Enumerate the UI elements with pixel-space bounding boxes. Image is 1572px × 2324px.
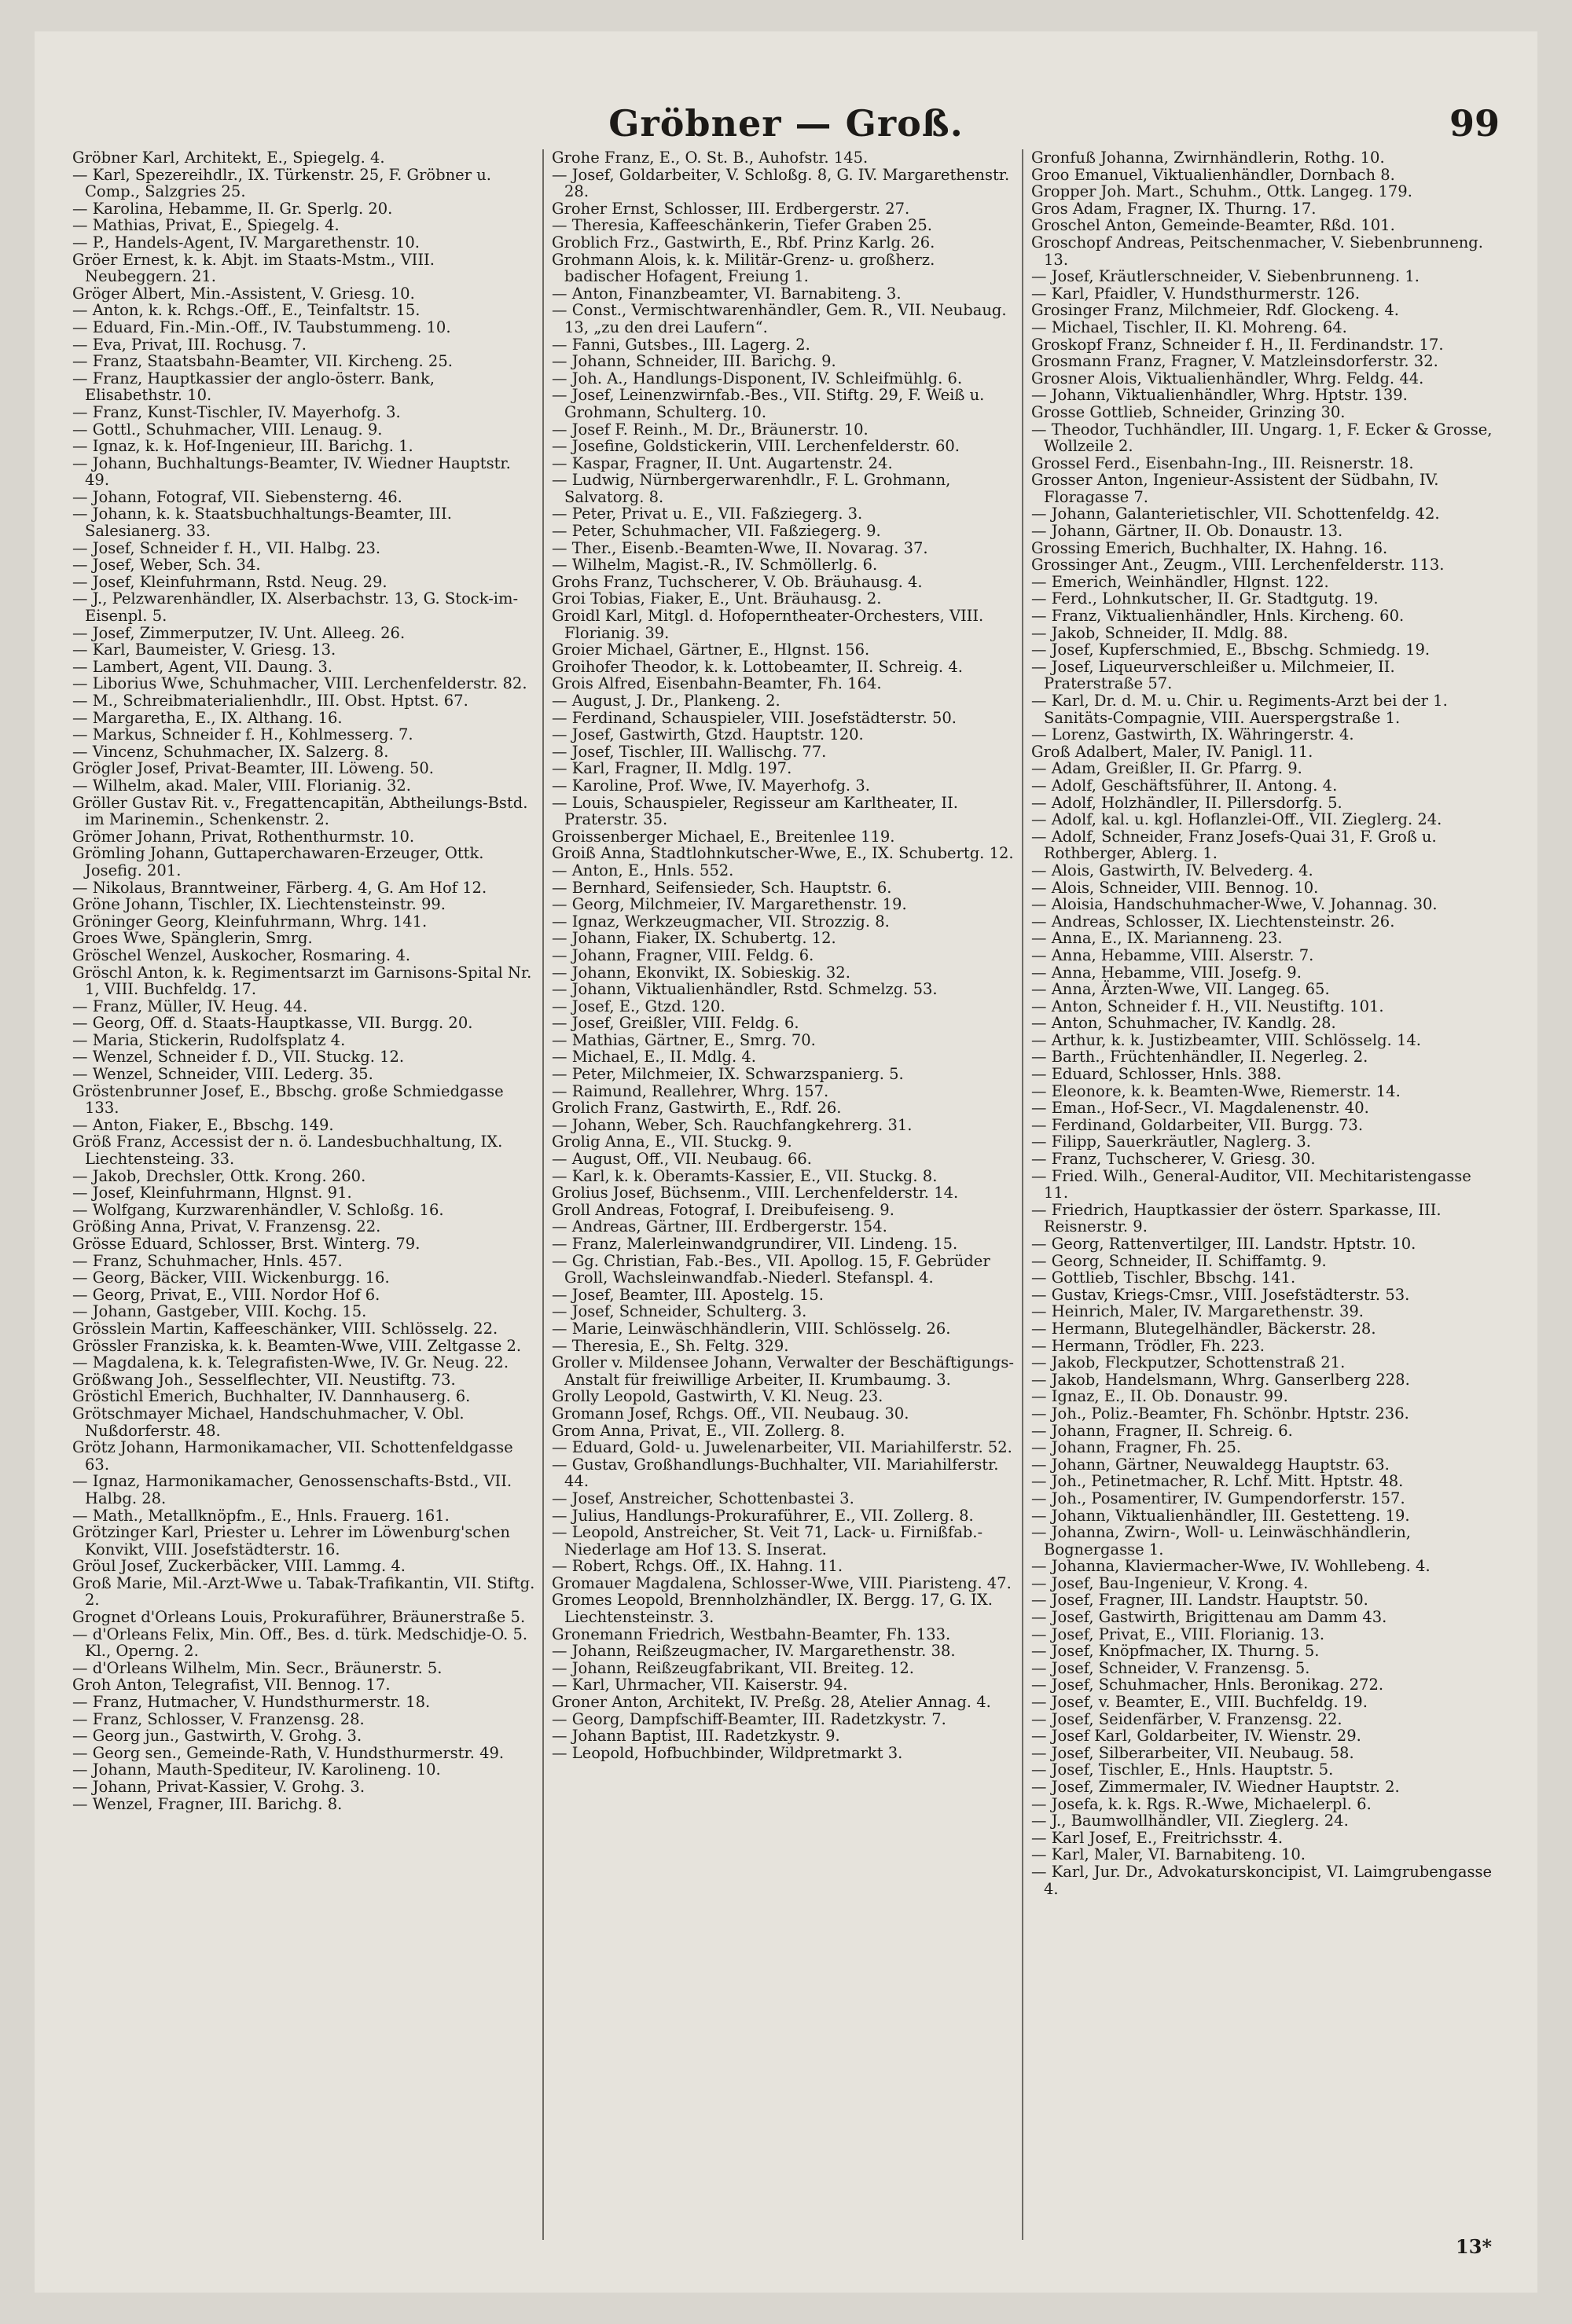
directory-entry: — Robert, Rchgs. Off., IX. Hahng. 11.: [552, 1557, 843, 1576]
directory-entry: Groller v. Mildensee Johann, Verwalter der Beschäftigungs-Anstalt für freiwillige Arbeiter, II. Krumbaumg. 3.: [552, 1353, 1014, 1389]
directory-entry: — Arthur, k. k. Justizbeamter, VIII. Schlösselg. 14.: [1031, 1030, 1421, 1049]
directory-entry: — Josef, Schneider, V. Franzensg. 5.: [1031, 1658, 1310, 1677]
directory-entry: Gröstichl Emerich, Buchhalter, IV. Dannhauserg. 6.: [72, 1387, 471, 1406]
directory-entry: Groschel Anton, Gemeinde-Beamter, Rßd. 101.: [1031, 216, 1395, 235]
directory-entry: — Adolf, kal. u. kgl. Hoflanzlei-Off., VII. Zieglerg. 24.: [1031, 810, 1442, 829]
directory-entry: Grosner Alois, Viktualienhändler, Whrg. Feldg. 44.: [1031, 369, 1424, 387]
directory-entry: — Raimund, Reallehrer, Whrg. 157.: [552, 1081, 829, 1100]
directory-entry: — Josef, Zimmermaler, IV. Wiedner Hauptstr. 2.: [1031, 1778, 1400, 1796]
directory-entry: Grolich Franz, Gastwirth, E., Rdf. 26.: [552, 1099, 842, 1118]
directory-entry: — Liborius Wwe, Schuhmacher, VIII. Lerchenfelderstr. 82.: [72, 674, 527, 693]
directory-entry: — Josef, Privat, E., VIII. Florianig. 13.: [1031, 1625, 1325, 1643]
directory-entry: — Georg, Schneider, II. Schiffamtg. 9.: [1031, 1251, 1327, 1270]
directory-entry: Grössler Franziska, k. k. Beamten-Wwe, VIII. Zeltgasse 2.: [72, 1336, 522, 1355]
directory-entry: Grossinger Ant., Zeugm., VIII. Lerchenfelderstr. 113.: [1031, 556, 1445, 575]
directory-entry: — Johann, Viktualienhändler, Whrg. Hptstr. 139.: [1031, 386, 1408, 405]
directory-entry: — Anna, Ärzten-Wwe, VII. Langeg. 65.: [1031, 980, 1330, 999]
directory-entry: — Joh., Poliz.-Beamter, Fh. Schönbr. Hptstr. 236.: [1031, 1404, 1409, 1423]
directory-entry: — Josef, Silberarbeiter, VII. Neubaug. 58.: [1031, 1743, 1354, 1762]
directory-entry: — Josefine, Goldstickerin, VIII. Lerchenfelderstr. 60.: [552, 437, 960, 456]
directory-entry: Groh Anton, Telegrafist, VII. Bennog. 17.: [72, 1676, 391, 1694]
directory-entry: — Karl, k. k. Oberamts-Kassier, E., VII. Stuckg. 8.: [552, 1166, 938, 1185]
directory-entry: — Karl, Fragner, II. Mdlg. 197.: [552, 759, 792, 778]
directory-entry: Gronfuß Johanna, Zwirnhändlerin, Rothg. 10.: [1031, 149, 1385, 167]
directory-entry: Gröschl Anton, k. k. Regimentsarzt im Garnisons-Spital Nr. 1, VIII. Buchfeldg. 17.: [72, 963, 532, 999]
directory-entry: — Joh., Petinetmacher, R. Lchf. Mitt. Hptstr. 48.: [1031, 1472, 1404, 1491]
directory-entry: — Gg. Christian, Fab.-Bes., VII. Apollog. 15, F. Gebrüder Groll, Wachsleinwandfab.-Niederl. Stefanspl. 4.: [552, 1251, 990, 1287]
directory-entry: — Georg jun., Gastwirth, V. Grohg. 3.: [72, 1727, 362, 1746]
directory-entry: Grötz Johann, Harmonikamacher, VII. Schottenfeldgasse 63.: [72, 1438, 513, 1474]
directory-entry: Groihofer Theodor, k. k. Lottobeamter, II. Schreig. 4.: [552, 657, 963, 676]
directory-entry: — J., Pelzwarenhändler, IX. Alserbachstr. 13, G. Stock-im-Eisenpl. 5.: [72, 589, 519, 626]
directory-entry: — Maria, Stickerin, Rudolfsplatz 4.: [72, 1030, 346, 1049]
directory-entry: — Franz, Schuhmacher, Hnls. 457.: [72, 1251, 343, 1270]
directory-entry: Groblich Frz., Gastwirth, E., Rbf. Prinz Karlg. 26.: [552, 233, 935, 251]
directory-entry: — Adolf, Schneider, Franz Josefs-Quai 31, F. Groß u. Rothberger, Ablerg. 1.: [1031, 827, 1437, 863]
directory-entry: — Johanna, Zwirn-, Woll- u. Leinwäschhändlerin, Bognergasse 1.: [1031, 1523, 1412, 1559]
directory-entry: — Joh. A., Handlungs-Disponent, IV. Schleifmühlg. 6.: [552, 369, 963, 387]
directory-entry: — Josef Karl, Goldarbeiter, IV. Wienstr. 29.: [1031, 1727, 1361, 1746]
directory-entry: — Markus, Schneider f. H., Kohlmesserg. 7.: [72, 725, 413, 744]
directory-entry: — Karl, Jur. Dr., Advokaturskoncipist, VI. Laimgrubengasse 4.: [1031, 1862, 1493, 1898]
directory-entry: — Johann, Gärtner, Neuwaldegg Hauptstr. 63.: [1031, 1455, 1390, 1474]
directory-entry: — Louis, Schauspieler, Regisseur am Karltheater, II. Praterstr. 35.: [552, 793, 958, 829]
directory-entry: — Franz, Staatsbahn-Beamter, VII. Kircheng. 25.: [72, 352, 453, 371]
directory-entry: — Eva, Privat, III. Rochusg. 7.: [72, 335, 307, 354]
directory-entry: — Gottlieb, Tischler, Bbschg. 141.: [1031, 1268, 1296, 1287]
directory-entry: — Josef, Weber, Sch. 34.: [72, 556, 261, 575]
directory-entry: — M., Schreibmaterialienhdlr., III. Obst. Hptst. 67.: [72, 692, 468, 710]
directory-entry: — Ignaz, Werkzeugmacher, VII. Strozzig. 8.: [552, 912, 890, 931]
directory-entry: — Jakob, Fleckputzer, Schottenstraß 21.: [1031, 1353, 1346, 1372]
directory-entry: Grossel Ferd., Eisenbahn-Ing., III. Reisnerstr. 18.: [1031, 453, 1414, 472]
directory-entry: — J., Baumwollhändler, VII. Zieglerg. 24.: [1031, 1812, 1349, 1830]
directory-entry: — Josef, Bau-Ingenieur, V. Krong. 4.: [1031, 1573, 1309, 1592]
directory-entry: Grohs Franz, Tuchscherer, V. Ob. Bräuhausg. 4.: [552, 572, 923, 591]
directory-entry: — Const., Vermischtwarenhändler, Gem. R., VII. Neubaug. 13, „zu den drei Laufern“.: [552, 301, 1007, 336]
directory-entry: — Barth., Früchtenhändler, II. Negerleg. 2.: [1031, 1048, 1368, 1067]
directory-entry: — Michael, Tischler, II. Kl. Mohreng. 64.: [1031, 318, 1347, 336]
directory-entry: — Franz, Hauptkassier der anglo-österr. Bank, Elisabethstr. 10.: [72, 369, 435, 405]
directory-entry: Gromann Josef, Rchgs. Off., VII. Neubaug. 30.: [552, 1404, 909, 1423]
directory-entry: — Josef, Seidenfärber, V. Franzensg. 22.: [1031, 1709, 1342, 1728]
directory-entry: — August, Off., VII. Neubaug. 66.: [552, 1150, 812, 1169]
directory-entry: — Karl, Uhrmacher, VII. Kaiserstr. 94.: [552, 1676, 848, 1694]
directory-entry: Groher Ernst, Schlosser, III. Erdbergerstr. 27.: [552, 199, 910, 218]
directory-entry: — Josef, Kleinfuhrmann, Hlgnst. 91.: [72, 1184, 352, 1202]
running-title: Gröbner — Groß.: [608, 102, 964, 145]
directory-entry: — Andreas, Gärtner, III. Erdbergerstr. 154.: [552, 1217, 887, 1236]
directory-entry: Grognet d'Orleans Louis, Prokuraführer, Bräunerstraße 5.: [72, 1608, 526, 1627]
directory-entry: — Anton, E., Hnls. 552.: [552, 861, 734, 879]
directory-entry: — Lambert, Agent, VII. Daung. 3.: [72, 657, 332, 676]
directory-entry: Groes Wwe, Spänglerin, Smrg.: [72, 929, 313, 948]
directory-entry: Gromauer Magdalena, Schlosser-Wwe, VIII. Piaristeng. 47.: [552, 1573, 1012, 1592]
directory-entry: — Josef, Greißler, VIII. Feldg. 6.: [552, 1014, 799, 1033]
directory-entry: Größing Anna, Privat, V. Franzensg. 22.: [72, 1217, 381, 1236]
directory-entry: — Josef, Kräutlerschneider, V. Siebenbrunneng. 1.: [1031, 267, 1420, 286]
directory-entry: — Heinrich, Maler, IV. Margarethenstr. 39.: [1031, 1302, 1364, 1321]
directory-entry: — Leopold, Hofbuchbinder, Wildpretmarkt 3.: [552, 1743, 903, 1762]
directory-entry: — Magdalena, k. k. Telegrafisten-Wwe, IV. Gr. Neug. 22.: [72, 1353, 509, 1372]
directory-entry: — Franz, Kunst-Tischler, IV. Mayerhofg. 3.: [72, 402, 401, 421]
directory-entry: — Karoline, Prof. Wwe, IV. Mayerhofg. 3.: [552, 776, 870, 795]
directory-entry: Grötschmayer Michael, Handschuhmacher, V. Obl. Nußdorferstr. 48.: [72, 1404, 465, 1440]
directory-entry: — Josef, Leinenzwirnfab.-Bes., VII. Stiftg. 29, F. Weiß u. Grohmann, Schulterg. 10.: [552, 386, 985, 421]
directory-entry: — Bernhard, Seifensieder, Sch. Hauptstr. 6.: [552, 878, 892, 897]
directory-entry: — Johann, Fragner, II. Schreig. 6.: [1031, 1421, 1293, 1440]
directory-entry: — Ignaz, Harmonikamacher, Genossenschafts-Bstd., VII. Halbg. 28.: [72, 1472, 512, 1507]
directory-entry: — Julius, Handlungs-Prokuraführer, E., VII. Zollerg. 8.: [552, 1506, 974, 1525]
directory-entry: Groissenberger Michael, E., Breitenlee 119.: [552, 827, 895, 846]
directory-entry: — Josef, Fragner, III. Landstr. Hauptstr. 50.: [1031, 1591, 1368, 1610]
column-3: [1031, 149, 1495, 2240]
directory-entry: — Johann, Buchhaltungs-Beamter, IV. Wiedner Hauptstr. 49.: [72, 453, 511, 490]
directory-entry: Grömer Johann, Privat, Rothenthurmstr. 10.: [72, 827, 415, 846]
directory-entry: Groier Michael, Gärtner, E., Hlgnst. 156.: [552, 641, 870, 659]
directory-entry: — Fanni, Gutsbes., III. Lagerg. 2.: [552, 335, 810, 354]
directory-entry: Grois Alfred, Eisenbahn-Beamter, Fh. 164.: [552, 674, 882, 693]
directory-entry: — Eduard, Gold- u. Juwelenarbeiter, VII. Mariahilferstr. 52.: [552, 1438, 1012, 1457]
directory-entry: — Georg sen., Gemeinde-Rath, V. Hundsthurmerstr. 49.: [72, 1743, 505, 1762]
directory-entry: — Lorenz, Gastwirth, IX. Währingerstr. 4.: [1031, 725, 1354, 744]
directory-entry: — Franz, Hutmacher, V. Hundsthurmerstr. 18.: [72, 1693, 431, 1712]
directory-entry: — Kaspar, Fragner, II. Unt. Augartenstr. 24.: [552, 453, 893, 472]
directory-entry: — Josef, Tischler, E., Hnls. Hauptstr. 5.: [1031, 1760, 1334, 1779]
directory-entry: Gronemann Friedrich, Westbahn-Beamter, Fh. 133.: [552, 1625, 951, 1643]
directory-entry: Gröer Ernest, k. k. Abjt. im Staats-Mstm., VIII. Neubeggern. 21.: [72, 250, 435, 286]
directory-entry: Groiß Anna, Stadtlohnkutscher-Wwe, E., IX. Schubertg. 12.: [552, 844, 1014, 863]
directory-entry: — Karl, Dr. d. M. u. Chir. u. Regiments-Arzt bei der 1. Sanitäts-Compagnie, VIII. Auerspergstraße 1.: [1031, 692, 1448, 727]
directory-entry: — August, J. Dr., Plankeng. 2.: [552, 692, 780, 710]
directory-entry: Gröne Johann, Tischler, IX. Liechtensteinstr. 99.: [72, 895, 446, 914]
directory-entry: Größwang Joh., Sesselflechter, VII. Neustiftg. 73.: [72, 1370, 456, 1389]
directory-entry: — Josef, Beamter, III. Apostelg. 15.: [552, 1285, 824, 1304]
directory-entry: Grolig Anna, E., VII. Stuckg. 9.: [552, 1133, 792, 1151]
directory-entry: — Ignaz, k. k. Hof-Ingenieur, III. Barichg. 1.: [72, 437, 413, 456]
directory-entry: Gröstenbrunner Josef, E., Bbschg. große Schmiedgasse 133.: [72, 1081, 504, 1118]
directory-entry: — Karl, Spezereihdlr., IX. Türkenstr. 25, F. Gröbner u. Comp., Salzgries 25.: [72, 165, 491, 201]
directory-entry: Grohmann Alois, k. k. Militär-Grenz- u. großherz. badischer Hofagent, Freiung 1.: [552, 250, 935, 286]
directory-entry: — Josef, Schuhmacher, Hnls. Beronikag. 272.: [1031, 1676, 1384, 1694]
directory-entry: — Emerich, Weinhändler, Hlgnst. 122.: [1031, 572, 1329, 591]
directory-entry: Gröller Gustav Rit. v., Fregattencapitän, Abtheilungs-Bstd. im Marinemin., Schenkenstr. 2.: [72, 793, 528, 829]
column-2: [552, 149, 1016, 2240]
directory-entry: — Johann, Ekonvikt, IX. Sobieskig. 32.: [552, 963, 850, 982]
directory-entry: — Filipp, Sauerkräutler, Naglerg. 3.: [1031, 1133, 1311, 1151]
directory-entry: — Wolfgang, Kurzwarenhändler, V. Schloßg. 16.: [72, 1200, 444, 1219]
directory-entry: — Johann, Privat-Kassier, V. Grohg. 3.: [72, 1778, 365, 1796]
directory-entry: — Georg, Milchmeier, IV. Margarethenstr. 19.: [552, 895, 907, 914]
directory-entry: — Josef, Schneider f. H., VII. Halbg. 23.: [72, 538, 381, 557]
directory-entry: — Anton, Fiaker, E., Bbschg. 149.: [72, 1115, 334, 1134]
directory-entry: — Johann, Schneider, III. Barichg. 9.: [552, 352, 836, 371]
directory-entry: — Ferdinand, Goldarbeiter, VII. Burgg. 73.: [1031, 1115, 1364, 1134]
directory-entry: — Johann, Fragner, VIII. Feldg. 6.: [552, 945, 814, 964]
directory-entry: — Johann, Reißzeugfabrikant, VII. Breiteg. 12.: [552, 1658, 914, 1677]
page-number: 99: [1449, 102, 1500, 145]
directory-entry: Gröschel Wenzel, Auskocher, Rosmaring. 4.: [72, 945, 411, 964]
directory-entry: — Ludwig, Nürnbergerwarenhdlr., F. L. Grohmann, Salvatorg. 8.: [552, 471, 951, 506]
directory-entry: — Adam, Greißler, II. Gr. Pfarrg. 9.: [1031, 759, 1302, 778]
directory-entry: — Johann, Weber, Sch. Rauchfangkehrerg. 31.: [552, 1115, 913, 1134]
directory-entry: Grosinger Franz, Milchmeier, Rdf. Glockeng. 4.: [1031, 301, 1399, 320]
directory-entry: — Karolina, Hebamme, II. Gr. Sperlg. 20.: [72, 199, 393, 218]
directory-entry: Groner Anton, Architekt, IV. Preßg. 28, Atelier Annag. 4.: [552, 1693, 991, 1712]
directory-entry: — Johann, Galanterietischler, VII. Schottenfeldg. 42.: [1031, 505, 1440, 523]
directory-entry: — Josef, Zimmerputzer, IV. Unt. Alleeg. 26.: [72, 623, 406, 642]
directory-entry: — Wenzel, Schneider f. D., VII. Stuckg. 12.: [72, 1048, 405, 1067]
directory-entry: — Franz, Tuchscherer, V. Griesg. 30.: [1031, 1150, 1316, 1169]
directory-entry: — Johann Baptist, III. Radetzkystr. 9.: [552, 1727, 840, 1746]
directory-entry: Grömling Johann, Guttaperchawaren-Erzeuger, Ottk. Josefig. 201.: [72, 844, 484, 879]
directory-entry: — Peter, Milchmeier, IX. Schwarzspanierg. 5.: [552, 1065, 904, 1084]
directory-entry: — Franz, Müller, IV. Heug. 44.: [72, 997, 308, 1015]
directory-entry: Groidl Karl, Mitgl. d. Hofoperntheater-Orchesters, VIII. Florianig. 39.: [552, 607, 984, 642]
directory-entry: Gröger Albert, Min.-Assistent, V. Griesg. 10.: [72, 284, 415, 303]
directory-entry: — Karl, Baumeister, V. Griesg. 13.: [72, 641, 336, 659]
directory-page: [35, 31, 1537, 2293]
directory-entry: — Hermann, Blutegelhändler, Bäckerstr. 28.: [1031, 1319, 1376, 1338]
directory-entry: — Karl Josef, E., Freitrichsstr. 4.: [1031, 1828, 1284, 1847]
directory-entry: — Anna, Hebamme, VIII. Alserstr. 7.: [1031, 945, 1314, 964]
directory-entry: — Eleonore, k. k. Beamten-Wwe, Riemerstr. 14.: [1031, 1081, 1401, 1100]
directory-entry: — Anna, E., IX. Marianneng. 23.: [1031, 929, 1283, 948]
directory-entry: — Anton, k. k. Rchgs.-Off., E., Teinfaltstr. 15.: [72, 301, 421, 320]
directory-entry: — Franz, Viktualienhändler, Hnls. Kircheng. 60.: [1031, 607, 1405, 626]
directory-entry: — Johann, Viktualienhändler, III. Gestetteng. 19.: [1031, 1506, 1410, 1525]
directory-entry: — Mathias, Privat, E., Spiegelg. 4.: [72, 216, 340, 235]
directory-entry: — Mathias, Gärtner, E., Smrg. 70.: [552, 1030, 816, 1049]
directory-entry: — Josefa, k. k. Rgs. R.-Wwe, Michaelerpl. 6.: [1031, 1794, 1372, 1813]
column-1: [72, 149, 536, 2240]
directory-entry: — Johanna, Klaviermacher-Wwe, IV. Wohllebeng. 4.: [1031, 1557, 1431, 1576]
directory-entry: Grögler Josef, Privat-Beamter, III. Löweng. 50.: [72, 759, 435, 778]
directory-entry: — Eduard, Fin.-Min.-Off., IV. Taubstummeng. 10.: [72, 318, 451, 336]
directory-entry: — Josef, Tischler, III. Wallischg. 77.: [552, 742, 827, 761]
directory-entry: Grosser Anton, Ingenieur-Assistent der Südbahn, IV. Floragasse 7.: [1031, 471, 1439, 506]
directory-entry: Grolly Leopold, Gastwirth, V. Kl. Neug. 23.: [552, 1387, 883, 1406]
directory-entry: — Josef, Liqueurverschleißer u. Milchmeier, II. Praterstraße 57.: [1031, 657, 1395, 693]
directory-entry: — Johann, Mauth-Spediteur, IV. Karolineng. 10.: [72, 1760, 441, 1779]
directory-entry: Grosmann Franz, Fragner, V. Matzleinsdorferstr. 32.: [1031, 352, 1438, 371]
directory-entry: Groß Adalbert, Maler, IV. Panigl. 11.: [1031, 742, 1313, 761]
directory-entry: — Johann, k. k. Staatsbuchhaltungs-Beamter, III. Salesianerg. 33.: [72, 505, 452, 541]
directory-entry: — Hermann, Trödler, Fh. 223.: [1031, 1336, 1265, 1355]
column-divider: [542, 149, 544, 2240]
directory-entry: Grohe Franz, E., O. St. B., Auhofstr. 145.: [552, 149, 869, 167]
directory-entry: — Josef, Gastwirth, Brigittenau am Damm 43.: [1031, 1608, 1387, 1627]
directory-entry: — Anna, Hebamme, VIII. Josefg. 9.: [1031, 963, 1302, 982]
directory-entry: — Joh., Posamentirer, IV. Gumpendorferstr. 157.: [1031, 1489, 1405, 1507]
directory-entry: — Leopold, Anstreicher, St. Veit 71, Lack- u. Firnißfab.-Niederlage am Hof 13. S. Inserat.: [552, 1523, 983, 1559]
directory-entry: — Marie, Leinwäschhändlerin, VIII. Schlösselg. 26.: [552, 1319, 951, 1338]
directory-entry: — Aloisia, Handschuhmacher-Wwe, V. Johannag. 30.: [1031, 895, 1438, 914]
directory-entry: — Theresia, E., Sh. Feltg. 329.: [552, 1336, 789, 1355]
directory-entry: Grötzinger Karl, Priester u. Lehrer im Löwenburg'schen Konvikt, VIII. Josefstädterstr. 16.: [72, 1523, 510, 1559]
directory-entry: — Margaretha, E., IX. Althang. 16.: [72, 708, 343, 727]
directory-entry: — Vincenz, Schuhmacher, IX. Salzerg. 8.: [72, 742, 389, 761]
directory-entry: — Eduard, Schlosser, Hnls. 388.: [1031, 1065, 1282, 1084]
directory-entry: — Eman., Hof-Secr., VI. Magdalenenstr. 40.: [1031, 1099, 1369, 1118]
directory-entry: — Josef F. Reinh., M. Dr., Bräunerstr. 10.: [552, 420, 869, 439]
directory-entry: — Wenzel, Fragner, III. Barichg. 8.: [72, 1794, 343, 1813]
directory-entry: Gropper Joh. Mart., Schuhm., Ottk. Langeg. 179.: [1031, 182, 1412, 201]
directory-entry: — Johann, Fotograf, VII. Siebensterng. 46.: [72, 487, 402, 506]
directory-entry: — Ferd., Lohnkutscher, II. Gr. Stadtgutg. 19.: [1031, 589, 1379, 608]
directory-entry: Gromes Leopold, Brennholzhändler, IX. Bergg. 17, G. IX. Liechtensteinstr. 3.: [552, 1591, 993, 1627]
directory-entry: Grossing Emerich, Buchhalter, IX. Hahng. 16.: [1031, 538, 1388, 557]
directory-entry: — Karl, Pfaidler, V. Hundsthurmerstr. 126.: [1031, 284, 1361, 303]
directory-entry: — Wenzel, Schneider, VIII. Lederg. 35.: [72, 1065, 373, 1084]
directory-entry: — Josef, Anstreicher, Schottenbastei 3.: [552, 1489, 854, 1507]
directory-entry: — Josef, Schneider, Schulterg. 3.: [552, 1302, 807, 1321]
directory-entry: — Gottl., Schuhmacher, VIII. Lenaug. 9.: [72, 420, 383, 439]
directory-entry: — Johann, Fiaker, IX. Schubertg. 12.: [552, 929, 836, 948]
footer-signature: 13*: [1456, 2235, 1492, 2258]
directory-entry: — Johann, Reißzeugmacher, IV. Margarethenstr. 38.: [552, 1642, 956, 1661]
directory-entry: Groo Emanuel, Viktualienhändler, Dornbach 8.: [1031, 165, 1395, 184]
directory-entry: — Josef, Gastwirth, Gtzd. Hauptstr. 120.: [552, 725, 864, 744]
directory-entry: — Johann, Gastgeber, VIII. Kochg. 15.: [72, 1302, 367, 1321]
directory-entry: — Adolf, Holzhändler, II. Pillersdorfg. 5.: [1031, 793, 1342, 812]
directory-entry: — Theresia, Kaffeeschänkerin, Tiefer Graben 25.: [552, 216, 932, 235]
page-header: [35, 63, 1537, 145]
directory-entry: — Josef, Goldarbeiter, V. Schloßg. 8, G. IV. Margarethenstr. 28.: [552, 165, 1010, 201]
directory-entry: — Georg, Rattenvertilger, III. Landstr. Hptstr. 10.: [1031, 1235, 1416, 1253]
directory-entry: Groß Marie, Mil.-Arzt-Wwe u. Tabak-Trafikantin, VII. Stiftg. 2.: [72, 1573, 535, 1610]
directory-entry: — Josef, E., Gtzd. 120.: [552, 997, 725, 1015]
directory-entry: — Georg, Off. d. Staats-Hauptkasse, VII. Burgg. 20.: [72, 1014, 473, 1033]
directory-entry: — Johann, Fragner, Fh. 25.: [1031, 1438, 1242, 1457]
directory-entry: — Theodor, Tuchhändler, III. Ungarg. 1, F. Ecker & Grosse, Wollzeile 2.: [1031, 420, 1493, 456]
directory-entry: Groll Andreas, Fotograf, I. Dreibufeiseng. 9.: [552, 1200, 894, 1219]
directory-entry: Groskopf Franz, Schneider f. H., II. Ferdinandstr. 17.: [1031, 335, 1444, 354]
directory-entry: Groschopf Andreas, Peitschenmacher, V. Siebenbrunneng. 13.: [1031, 233, 1483, 269]
directory-entry: — Jakob, Handelsmann, Whrg. Ganserlberg 228.: [1031, 1370, 1410, 1389]
directory-entry: Groi Tobias, Fiaker, E., Unt. Bräuhausg. 2.: [552, 589, 882, 608]
directory-entry: — Nikolaus, Branntweiner, Färberg. 4, G. Am Hof 12.: [72, 878, 487, 897]
directory-entry: — Peter, Privat u. E., VII. Faßziegerg. 3.: [552, 505, 863, 523]
directory-entry: — Johann, Viktualienhändler, Rstd. Schmelzg. 53.: [552, 980, 938, 999]
directory-entry: Gröul Josef, Zuckerbäcker, VIII. Lammg. 4.: [72, 1557, 406, 1576]
directory-entry: — Georg, Dampfschiff-Beamter, III. Radetzkystr. 7.: [552, 1709, 946, 1728]
directory-entry: Grolius Josef, Büchsenm., VIII. Lerchenfelderstr. 14.: [552, 1184, 959, 1202]
directory-entry: Grosse Gottlieb, Schneider, Grinzing 30.: [1031, 402, 1346, 421]
directory-entry: — Karl, Maler, VI. Barnabiteng. 10.: [1031, 1845, 1306, 1864]
directory-entry: — Adolf, Geschäftsführer, II. Antong. 4.: [1031, 776, 1338, 795]
directory-entry: — Georg, Bäcker, VIII. Wickenburgg. 16.: [72, 1268, 390, 1287]
directory-entry: — Math., Metallknöpfm., E., Hnls. Frauerg. 161.: [72, 1506, 450, 1525]
directory-entry: — Michael, E., II. Mdlg. 4.: [552, 1048, 756, 1067]
directory-entry: — Franz, Schlosser, V. Franzensg. 28.: [72, 1709, 365, 1728]
directory-entry: — Josef, v. Beamter, E., VIII. Buchfeldg. 19.: [1031, 1693, 1368, 1712]
directory-entry: — Andreas, Schlosser, IX. Liechtensteinstr. 26.: [1031, 912, 1395, 931]
directory-entry: — Peter, Schuhmacher, VII. Faßziegerg. 9.: [552, 522, 881, 541]
directory-entry: — Alois, Schneider, VIII. Bennog. 10.: [1031, 878, 1319, 897]
directory-entry: — Fried. Wilh., General-Auditor, VII. Mechitaristengasse 11.: [1031, 1166, 1471, 1202]
directory-entry: Gros Adam, Fragner, IX. Thurng. 17.: [1031, 199, 1317, 218]
directory-entry: — Georg, Privat, E., VIII. Nordor Hof 6.: [72, 1285, 380, 1304]
directory-entry: Grösse Eduard, Schlosser, Brst. Winterg. 79.: [72, 1235, 421, 1253]
directory-entry: — Anton, Schneider f. H., VII. Neustiftg. 101.: [1031, 997, 1384, 1015]
directory-entry: — Johann, Gärtner, II. Ob. Donaustr. 13.: [1031, 522, 1343, 541]
directory-entry: — Josef, Kupferschmied, E., Bbschg. Schmiedg. 19.: [1031, 641, 1431, 659]
directory-entry: — Ignaz, E., II. Ob. Donaustr. 99.: [1031, 1387, 1288, 1406]
directory-entry: — Gustav, Kriegs-Cmsr., VIII. Josefstädterstr. 53.: [1031, 1285, 1410, 1304]
directory-entry: Gröbner Karl, Architekt, E., Spiegelg. 4.: [72, 149, 385, 167]
directory-entry: — Jakob, Schneider, II. Mdlg. 88.: [1031, 623, 1288, 642]
directory-entry: — Josef, Knöpfmacher, IX. Thurng. 5.: [1031, 1642, 1320, 1661]
column-divider: [1022, 149, 1023, 2240]
directory-entry: — Jakob, Drechsler, Ottk. Krong. 260.: [72, 1166, 366, 1185]
directory-entry: — Josef, Kleinfuhrmann, Rstd. Neug. 29.: [72, 572, 387, 591]
directory-entry: — Gustav, Großhandlungs-Buchhalter, VII. Mariahilferstr. 44.: [552, 1455, 999, 1491]
directory-entry: — Ferdinand, Schauspieler, VIII. Josefstädterstr. 50.: [552, 708, 957, 727]
directory-entry: Größ Franz, Accessist der n. ö. Landesbuchhaltung, IX. Liechtensteing. 33.: [72, 1133, 503, 1169]
directory-entry: — Friedrich, Hauptkassier der österr. Sparkasse, III. Reisnerstr. 9.: [1031, 1200, 1442, 1236]
directory-entry: Grösslein Martin, Kaffeeschänker, VIII. Schlösselg. 22.: [72, 1319, 498, 1338]
directory-entry: — d'Orleans Felix, Min. Off., Bes. d. türk. Medschidje-O. 5. Kl., Operng. 2.: [72, 1625, 528, 1661]
directory-entry: — P., Handels-Agent, IV. Margarethenstr. 10.: [72, 233, 420, 251]
directory-entry: Grom Anna, Privat, E., VII. Zollerg. 8.: [552, 1421, 845, 1440]
directory-entry: — Franz, Malerleinwandgrundirer, VII. Lindeng. 15.: [552, 1235, 958, 1253]
directory-entry: — Alois, Gastwirth, IV. Belvederg. 4.: [1031, 861, 1313, 879]
directory-entry: — Ther., Eisenb.-Beamten-Wwe, II. Novarag. 37.: [552, 538, 928, 557]
directory-entry: — Wilhelm, akad. Maler, VIII. Florianig. 32.: [72, 776, 411, 795]
directory-entry: — Wilhelm, Magist.-R., IV. Schmöllerlg. 6.: [552, 556, 878, 575]
directory-entry: — Anton, Schuhmacher, IV. Kandlg. 28.: [1031, 1014, 1336, 1033]
directory-entry: — d'Orleans Wilhelm, Min. Secr., Bräunerstr. 5.: [72, 1658, 443, 1677]
directory-entry: — Anton, Finanzbeamter, VI. Barnabiteng. 3.: [552, 284, 902, 303]
directory-entry: Gröninger Georg, Kleinfuhrmann, Whrg. 141.: [72, 912, 428, 931]
